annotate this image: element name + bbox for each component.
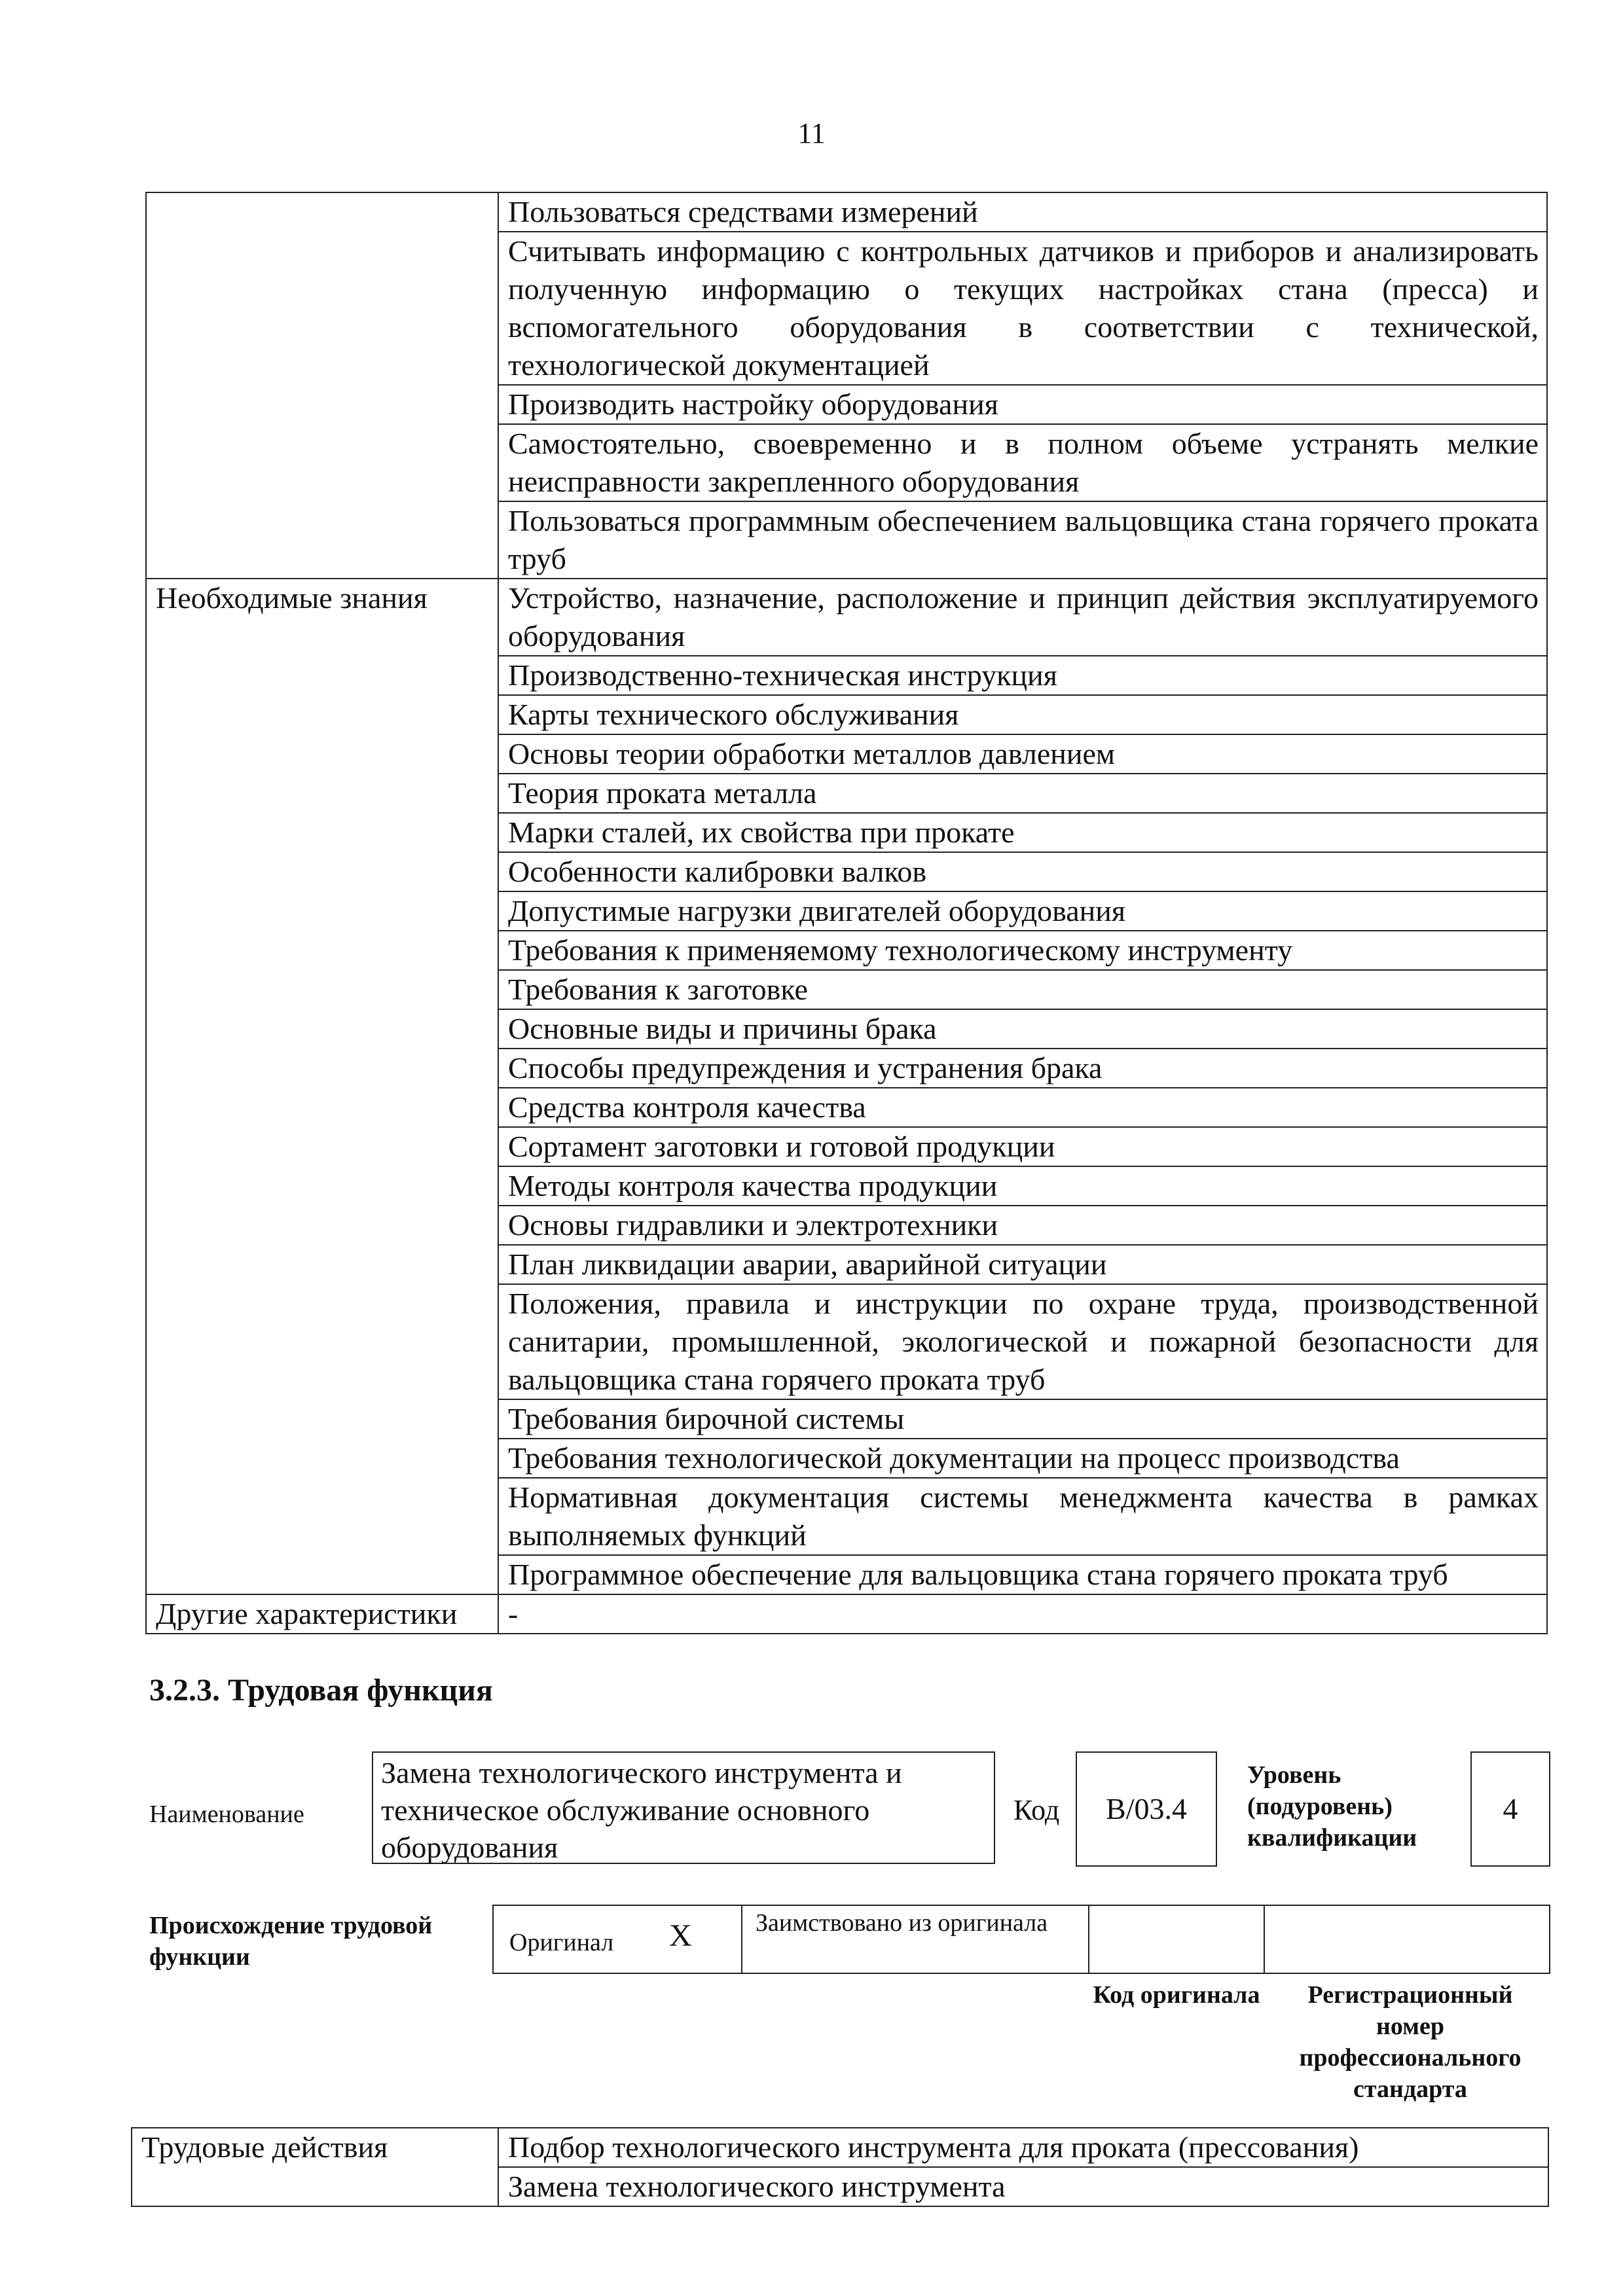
skill-item: Пользоваться программным обеспечением вальцовщика стана горячего проката труб	[498, 501, 1547, 579]
origin-divider	[741, 1905, 742, 1973]
knowledge-item: Требования технологической документации на процесс производства	[498, 1439, 1547, 1478]
labor-actions-label: Трудовые действия	[132, 2128, 498, 2206]
origin-divider	[1264, 1905, 1265, 1973]
knowledge-item: Способы предупреждения и устранения брака	[498, 1049, 1547, 1088]
knowledge-label: Необходимые знания	[146, 579, 498, 1594]
knowledge-item: Основы гидравлики и электротехники	[498, 1206, 1547, 1245]
labor-action-item: Подбор технологического инструмента для проката (прессования)	[498, 2128, 1548, 2167]
knowledge-item: Требования к применяемому технологическому инструменту	[498, 931, 1547, 970]
knowledge-item: Программное обеспечение для вальцовщика стана горячего проката труб	[498, 1555, 1547, 1594]
labor-actions-table	[131, 2127, 1549, 2207]
knowledge-item: Основы теории обработки металлов давлением	[498, 734, 1547, 774]
knowledge-item: План ликвидации аварии, аварийной ситуации	[498, 1245, 1547, 1284]
function-code-box: B/03.4	[1076, 1751, 1217, 1867]
level-label: Уровень (подуровень) квалификации	[1247, 1761, 1417, 1852]
knowledge-item: Сортамент заготовки и готовой продукции	[498, 1127, 1547, 1166]
other-characteristics-label: Другие характеристики	[146, 1594, 498, 1634]
labor-action-item: Замена технологического инструмента	[498, 2167, 1548, 2206]
original-mark: X	[669, 1918, 692, 1953]
origin-divider	[1088, 1905, 1089, 1973]
origin-label: Происхождение трудовой функции	[149, 1912, 433, 1971]
knowledge-item: Требования бирочной системы	[498, 1399, 1547, 1439]
skill-item: Самостоятельно, своевременно и в полном объеме устранять мелкие неисправности закрепленного оборудования	[498, 424, 1547, 501]
knowledge-item: Особенности калибровки валков	[498, 852, 1547, 891]
knowledge-item: Устройство, назначение, расположение и принцип действия эксплуатируемого оборудования	[498, 579, 1547, 656]
reg-number-caption: Регистрационный номер профессионального стандарта	[1299, 1981, 1522, 2103]
knowledge-item: Основные виды и причины брака	[498, 1009, 1547, 1049]
skills-label-cell	[146, 192, 498, 579]
page-number: 11	[797, 117, 826, 149]
knowledge-item: Карты технического обслуживания	[498, 695, 1547, 734]
knowledge-item: Средства контроля качества	[498, 1088, 1547, 1127]
skill-item: Пользоваться средствами измерений	[498, 192, 1547, 232]
knowledge-item: Требования к заготовке	[498, 970, 1547, 1009]
level-box: 4	[1470, 1751, 1550, 1867]
section-title: 3.2.3. Трудовая функция	[149, 1673, 493, 1708]
knowledge-item: Положения, правила и инструкции по охране труда, производственной санитарии, промышленной, экологической и пожарной безопасности для вальцовщика стана горячего проката труб	[498, 1284, 1547, 1399]
skill-item: Производить настройку оборудования	[498, 385, 1547, 424]
knowledge-item: Марки сталей, их свойства при прокате	[498, 813, 1547, 852]
skills-knowledge-table	[145, 192, 1548, 1634]
knowledge-item: Теория проката металла	[498, 774, 1547, 813]
original-label: Оригинал	[509, 1929, 614, 1956]
skill-item: Считывать информацию с контрольных датчиков и приборов и анализировать полученную информацию о текущих настройках стана (пресса) и вспомогательного оборудования в соответствии с технической, технологической документацией	[498, 232, 1547, 385]
borrowed-label: Заимствовано из оригинала	[756, 1909, 1048, 1937]
knowledge-item: Допустимые нагрузки двигателей оборудования	[498, 891, 1547, 931]
knowledge-item: Методы контроля качества продукции	[498, 1166, 1547, 1206]
knowledge-item: Нормативная документация системы менеджмента качества в рамках выполняемых функций	[498, 1478, 1547, 1555]
other-characteristics-value: -	[498, 1594, 1547, 1634]
name-label: Наименование	[149, 1801, 304, 1828]
code-original-caption: Код оригинала	[1093, 1981, 1260, 2009]
function-name-box: Замена технологического инструмента и техническое обслуживание основного оборудования	[372, 1751, 995, 1864]
knowledge-item: Производственно-техническая инструкция	[498, 656, 1547, 695]
code-label: Код	[1013, 1794, 1060, 1826]
